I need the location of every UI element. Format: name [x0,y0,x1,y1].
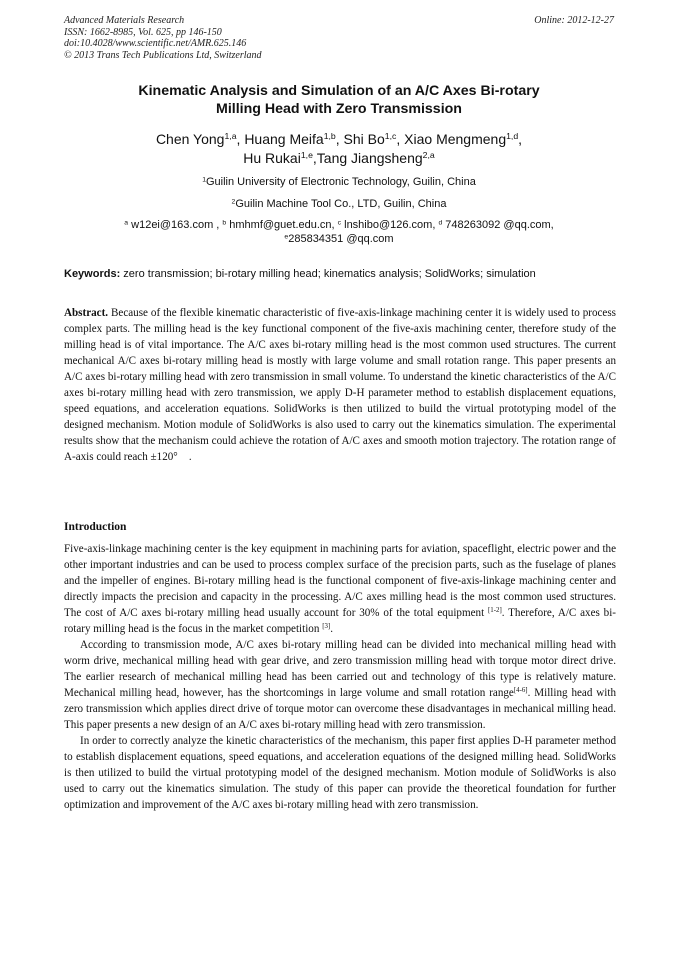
journal-doi: doi:10.4028/www.scientific.net/AMR.625.146 [64,38,247,49]
author-separator: , [518,131,523,147]
introduction-body [64,541,616,813]
citation: [1-2] [487,607,502,615]
title-line-2: Milling Head with Zero Transmission [216,101,462,117]
intro-text: According to transmission mode, A/C axes bi-rotary milling head can be divided into mechanical milling head with worm drive, mechanical milling head with gear drive, and zero transmission milling head with torque motor direct drive. The earlier research of mechanical milling head has been carried out and technology of this type is relatively mature. Mechanical milling head, however, has the shortcomings in large volume and small rotation range [64,639,616,699]
journal-copyright: © 2013 Trans Tech Publications Ltd, Switzerland [64,49,262,61]
email-sup: a [124,219,129,227]
author-separator: , [396,131,405,147]
author-list [64,130,614,167]
author-name: Tang Jiangsheng [316,149,423,166]
author-affil-sup: 1,b [323,131,336,142]
keywords-text: zero transmission; bi-rotary milling head; kinematics analysis; SolidWorks; simulation [120,268,536,280]
intro-paragraph-3: In order to correctly analyze the kinetic characteristics of the mechanism, this paper first applies D-H parameter method to establish displacement equations, speed equations, and acceleration equations of the designed milling head. SolidWorks is then utilized to build the virtual prototyping model of the designed mechanism. Motion module of SolidWorks is also used to carry out the kinematics simulation. The study of this paper can provide the theoretical foundation for further optimization and improvement of the A/C axes bi-rotary milling head with zero transmission. [64,735,616,811]
author-affil-sup: 1,a [224,131,237,142]
intro-paragraph-1 [64,541,616,637]
journal-issn: ISSN: 1662-8985, Vol. 625, pp 146-150 [64,26,222,38]
author-name: Xiao Mengmeng [404,131,507,147]
online-date: Online: 2012-12-27 [534,15,614,26]
email-line-1 [64,219,614,233]
journal-header [64,15,614,61]
author-affil-sup: 1,d [506,131,519,142]
email-address: 285834351 @qq.com [288,232,394,245]
email-sup: d [438,219,443,227]
introduction-heading: Introduction [64,521,127,533]
author-separator: , [335,131,344,147]
author-separator: , [236,131,245,147]
journal-name: Advanced Materials Research [64,15,185,26]
affiliation-sup: 2 [231,198,236,206]
author-name: Huang Meifa [244,131,324,147]
affiliation-text: Guilin Machine Tool Co., LTD, Guilin, China [235,198,447,210]
email-address: lnshibo@126.com, [341,219,439,231]
email-address: w12ei@163.com , [128,219,223,231]
citation: [4-6] [513,687,528,695]
keywords [64,268,618,281]
intro-text: . Therefore, A/C axes bi-rotary milling head is the focus in the market competition [64,607,616,635]
affiliation-1 [64,176,614,189]
email-line-2 [64,233,614,247]
intro-text: . Milling head with zero transmission which applies direct drive of torque motor can overcome these disadvantages in mechanical milling head. This paper presents a new design of an A/C axes bi-rotary milling head with zero transmission. [64,687,616,731]
author-affil-sup: 1,e [300,149,313,160]
affiliation-text: Guilin University of Electronic Technology, Guilin, China [205,176,476,188]
author-name: Hu Rukai [243,149,301,166]
email-sup: c [337,219,342,227]
email-sup: b [222,219,227,227]
email-list [64,219,614,246]
affiliation-sup: 1 [202,176,206,184]
paper-title [64,82,614,118]
abstract-text: Because of the flexible kinematic characteristic of five-axis-linkage machining center it is widely used to process complex parts. The milling head is the key functional component of the five-axis machining center, therefore study of the milling head is of vital importance. The A/C axes bi-rotary milling head is the most common used structures. The current mechanical A/C axes bi-rotary milling head is mostly with large volume and small rotation range. This paper presents an A/C axes bi-rotary milling head with zero transmission in small volume. To understand the kinetic characteristics of the A/C axes bi-rotary milling head with zero transmission, we apply D-H parameter method to establish displacement equations, speed equations, and acceleration equations. SolidWorks is then utilized to build the virtual prototyping model of the designed mechanism. Motion module of SolidWorks is also used to carry out the kinematics simulation. The experimental results show that the mechanism could achieve the rotation of A/C axes and smooth motion trajectory. The rotation range of A-axis could reach ±120° . [64,307,616,463]
author-line-1 [64,130,614,149]
email-sup: e [284,232,289,240]
citation: [3] [322,623,331,631]
intro-text: . [330,623,333,635]
author-line-2 [64,149,614,168]
title-line-1: Kinematic Analysis and Simulation of an A/C Axes Bi-rotary [138,83,540,99]
email-address: 748263092 @qq.com, [442,219,554,231]
author-affil-sup: 2,a [422,149,435,160]
abstract [64,305,616,465]
affiliation-2 [64,198,614,211]
author-name: Chen Yong [155,131,225,147]
abstract-label: Abstract. [64,307,109,319]
author-affil-sup: 1,c [384,131,397,142]
intro-paragraph-2 [64,637,616,733]
email-address: hmhmf@guet.edu.cn, [226,219,338,231]
intro-text: Five-axis-linkage machining center is the key equipment in machining parts for aviation, spaceflight, electric power and the other important industries and can be used to process complex surface of the precision parts, such as the fuselage of planes and the impeller of engines. Bi-rotary milling head is the functional component of five-axis-linkage machining center and directly impacts the precision and capacity in the processing. A/C axes milling head is the most common used structures. The cost of A/C axes bi-rotary milling head usually account for 30% of the total equipment [64,543,616,619]
author-separator: , [312,149,317,166]
author-name: Shi Bo [343,131,385,147]
keywords-label: Keywords: [64,268,121,280]
